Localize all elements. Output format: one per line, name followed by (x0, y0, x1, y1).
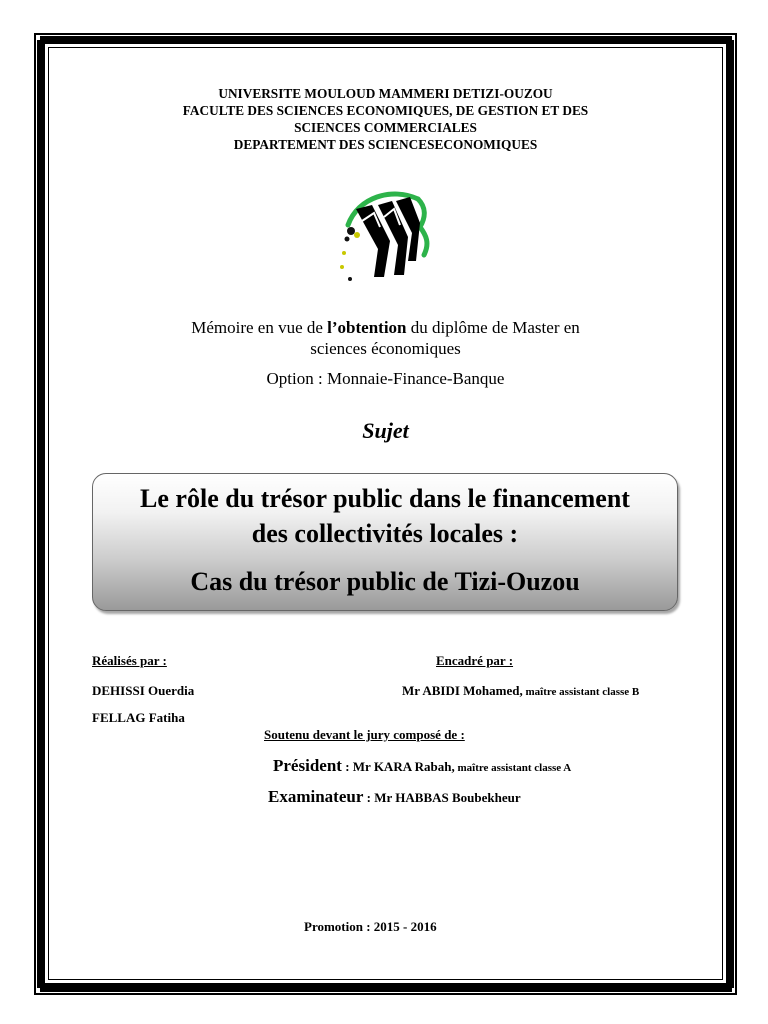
memoire-text-part1: Mémoire en vue de (191, 318, 328, 337)
subject-heading: Sujet (362, 418, 409, 443)
page-frame-bottom-bar (40, 983, 732, 992)
memoire-text-bold: l’obtention (327, 318, 407, 337)
president-role: maître assistant classe A (454, 762, 572, 774)
author-name-2: FELLAG Fatiha (92, 710, 185, 725)
faculty-name-line2: SCIENCES COMMERCIALES (294, 120, 477, 135)
page-frame-top-bar (40, 36, 732, 44)
page-frame-right-bar (726, 40, 734, 988)
supervisor-label: Encadré par : (436, 653, 514, 668)
supervisor-role: maître assistant classe B (522, 686, 640, 698)
memoire-field: sciences économiques (310, 339, 461, 358)
thesis-title-line3: Cas du trésor public de Tizi-Ouzou (190, 567, 580, 596)
thesis-title-box (92, 473, 678, 611)
jury-examiner (268, 789, 521, 806)
memoire-text-part2: du diplôme de Master en (406, 318, 580, 337)
authors-label: Réalisés par : (92, 653, 167, 668)
faculty-name-line1: FACULTE DES SCIENCES ECONOMIQUES, DE GESTION ET DES (182, 103, 589, 118)
department-name: DEPARTEMENT DES SCIENCESECONOMIQUES (233, 137, 538, 152)
jury-president (273, 758, 571, 776)
thesis-title-line2: des collectivités locales : (251, 519, 519, 548)
supervisor (402, 683, 639, 700)
university-logo-icon (330, 183, 438, 289)
examiner-label: Examinateur (268, 787, 364, 806)
author-name-1: DEHISSI Ouerdia (92, 683, 195, 698)
president-label: Président (273, 756, 342, 775)
jury-label: Soutenu devant le jury composé de : (264, 727, 465, 742)
memoire-purpose-line (48, 317, 723, 338)
university-name: UNIVERSITE MOULOUD MAMMERI DETIZI-OUZOU (218, 86, 553, 101)
examiner-name: : Mr HABBAS Boubekheur (363, 790, 521, 805)
memoire-option: Option : Monnaie-Finance-Banque (266, 369, 505, 388)
supervisor-name: Mr ABIDI Mohamed, (402, 683, 523, 698)
president-name: : Mr KARA Rabah, (341, 759, 455, 774)
thesis-title-line1: Le rôle du trésor public dans le financement (140, 484, 630, 513)
page-frame-left-bar (37, 40, 45, 988)
promotion-year: Promotion : 2015 - 2016 (304, 919, 437, 934)
